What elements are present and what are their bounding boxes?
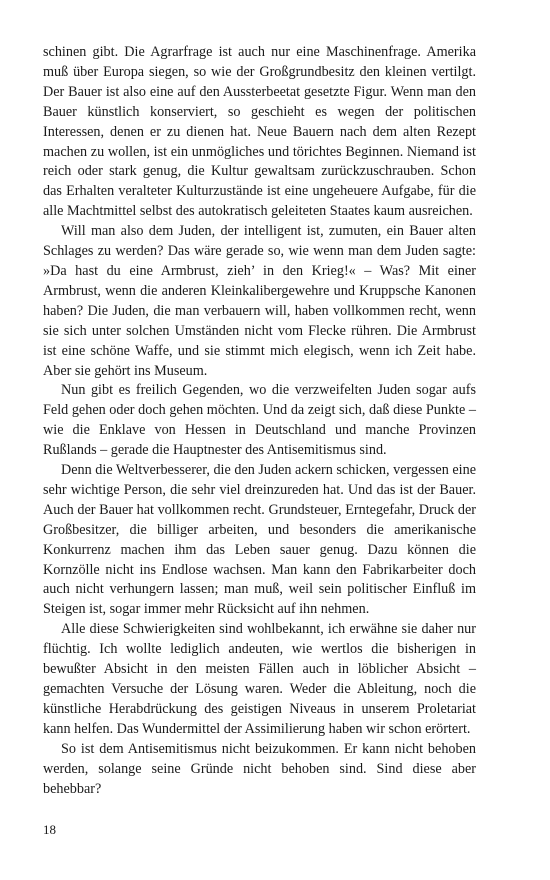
paragraph-weltverbesserer: Denn die Weltverbesserer, die den Juden ackern schicken, vergessen eine sehr wichtige Person, die sehr viel dreinzureden hat. Und das ist der Bauer. Auch der Bauer hat vollkommen recht. Grundsteuer, Erntegefahr, Druck der Großbesitzer, die billiger arbeiten, und besonders die amerikanische Konkurrenz machen ihm das Leben sauer genug. Dazu können die Kornzölle nicht ins Endlose wachsen. Man kann den Fabrikarbeiter doch auch nicht verhungern lassen; man muß, weil sein politischer Einfluß im Steigen ist, sogar immer mehr Rücksicht auf ihn nehmen.: [43, 462, 476, 618]
body-text: [43, 43, 476, 799]
paragraph-gegenden: Nun gibt es freilich Gegenden, wo die verzweifelten Juden sogar aufs Feld gehen oder doch gehen möchten. Und da zeigt sich, daß diese Punkte – wie die Enklave von Hessen in Deutschland und manche Provinzen Rußlands – gerade die Hauptnester des Antisemitismus sind.: [43, 382, 476, 459]
paragraph-continued: schinen gibt. Die Agrarfrage ist auch nur eine Maschinenfrage. Amerika muß über Europa siegen, so wie der Großgrundbesitz den kleinen vertilgt. Der Bauer ist also eine auf den Aussterbeetat gesetzte Figur. Wenn man den Bauer künstlich konserviert, so geschieht es wegen der politischen Interessen, denen er zu dienen hat. Neue Bauern nach dem alten Rezept machen zu wollen, ist ein unmögliches und törichtes Beginnen. Niemand ist reich oder stark genug, die Kultur gewaltsam zurückzuschrauben. Schon das Erhalten veralteter Kulturzustände ist eine ungeheuere Aufgabe, für die alle Machtmittel selbst des autokratisch geleiteten Staates kaum ausreichen.: [43, 44, 476, 220]
paragraph-antisemitismus: So ist dem Antisemitismus nicht beizukommen. Er kann nicht behoben werden, solange seine Gründe nicht behoben sind. Sind diese aber behebbar?: [43, 740, 476, 797]
paragraph-armbrust: Will man also dem Juden, der intelligent ist, zumuten, ein Bauer alten Schlages zu werden? Das wäre gerade so, wie wenn man dem Juden sagte: »Da hast du eine Armbrust, zieh’ in den Krieg!« – Was? Mit einer Armbrust, wenn die anderen Kleinkalibergewehre und Kruppsche Kanonen haben? Die Juden, die man verbauern will, haben vollkommen recht, wenn sie sich unter solchen Umständen nicht vom Flecke rühren. Die Armbrust ist eine schöne Waffe, und sie stimmt mich elegisch, wenn ich Zeit habe. Aber sie gehört ins Museum.: [43, 223, 476, 379]
paragraph-schwierigkeiten: Alle diese Schwierigkeiten sind wohlbekannt, ich erwähne sie daher nur flüchtig. Ich wollte lediglich andeuten, wie wertlos die bisherigen in bewußter Absicht in den meisten Fällen auch in löblicher Absicht – gemachten Versuche der Lösung waren. Weder die Ableitung, noch die künstliche Herabdrückung des geistigen Niveaus in unserem Proletariat kann helfen. Das Wundermittel der Assimilierung haben wir schon erörtert.: [43, 621, 476, 737]
page-number: 18: [43, 822, 56, 837]
